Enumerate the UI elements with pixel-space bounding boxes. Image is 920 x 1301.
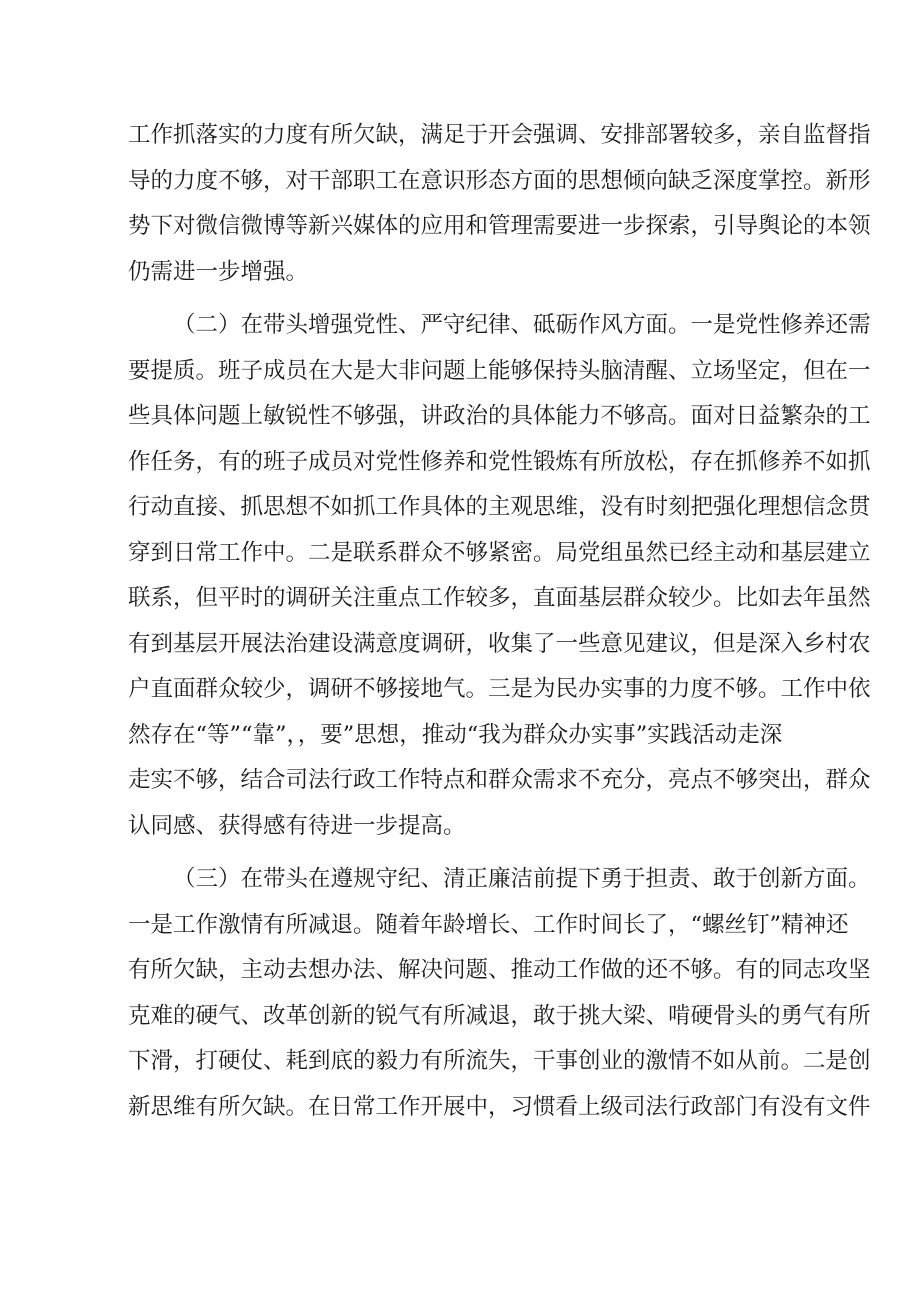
- section-heading-line: （二）在带头增强党性、严守纪律、砥砺作风方面。一是党性修养还需: [173, 312, 871, 338]
- paragraph-line: 势下对微信微博等新兴媒体的应用和管理需要进一步探索，引导舆论的本领: [128, 213, 871, 239]
- paragraph-line: 走实不够，结合司法行政工作特点和群众需求不充分，亮点不够突出，群众: [128, 767, 871, 793]
- paragraph-line: 新思维有所欠缺。在日常工作开展中，习惯看上级司法行政部门有没有文件: [128, 1093, 871, 1120]
- paragraph-line: 些具体问题上敏锐性不够强，讲政治的具体能力不够高。面对日益繁杂的工: [128, 403, 871, 429]
- paragraph-line: 联系，但平时的调研关注重点工作较多，直面基层群众较少。比如去年虽然: [128, 585, 871, 611]
- paragraph-line: 有所欠缺，主动去想办法、解决问题、推动工作做的还不够。有的同志攻坚: [128, 957, 871, 983]
- paragraph-line: 认同感、获得感有待进一步提高。: [128, 812, 466, 839]
- paragraph-line: 穿到日常工作中。二是联系群众不够紧密。局党组虽然已经主动和基层建立: [128, 539, 871, 566]
- paragraph-line: 行动直接、抓思想不如抓工作具体的主观思维，没有时刻把强化理想信念贯: [128, 494, 871, 520]
- paragraph-line: 有到基层开展法治建设满意度调研，收集了一些意见建议，但是深入乡村农: [128, 630, 871, 657]
- paragraph-line: 导的力度不够，对干部职工在意识形态方面的思想倾向缺乏深度掌控。新形: [128, 167, 871, 194]
- paragraph-line: 要提质。班子成员在大是大非问题上能够保持头脑清醒、立场坚定，但在一: [128, 357, 871, 384]
- body-text: [128, 113, 871, 1130]
- section-heading-line: （三）在带头在遵规守纪、清正廉洁前提下勇于担责、敢于创新方面。: [173, 866, 871, 892]
- paragraph-line: 工作抓落实的力度有所欠缺，满足于开会强调、安排部署较多，亲自监督指: [128, 122, 871, 148]
- paragraph-line: 下滑，打硬仗、耗到底的毅力有所流失，干事创业的激情不如从前。二是创: [128, 1048, 871, 1074]
- paragraph-line: 一是工作激情有所减退。随着年龄增长、工作时间长了，“螺丝钉”精神还: [128, 911, 849, 938]
- paragraph-line: 户直面群众较少，调研不够接地气。三是为民办实事的力度不够。工作中依: [128, 676, 871, 702]
- paragraph-line: 克难的硬气、改革创新的锐气有所减退，敢于挑大梁、啃硬骨头的勇气有所: [128, 1002, 871, 1029]
- paragraph-line: 作任务，有的班子成员对党性修养和党性锻炼有所放松，存在抓修养不如抓: [128, 448, 871, 475]
- paragraph-line: 然存在“等”“靠”，，要”思想，推动“我为群众办实事”实践活动走深: [128, 721, 783, 748]
- paragraph-line: 仍需进一步增强。: [128, 258, 309, 285]
